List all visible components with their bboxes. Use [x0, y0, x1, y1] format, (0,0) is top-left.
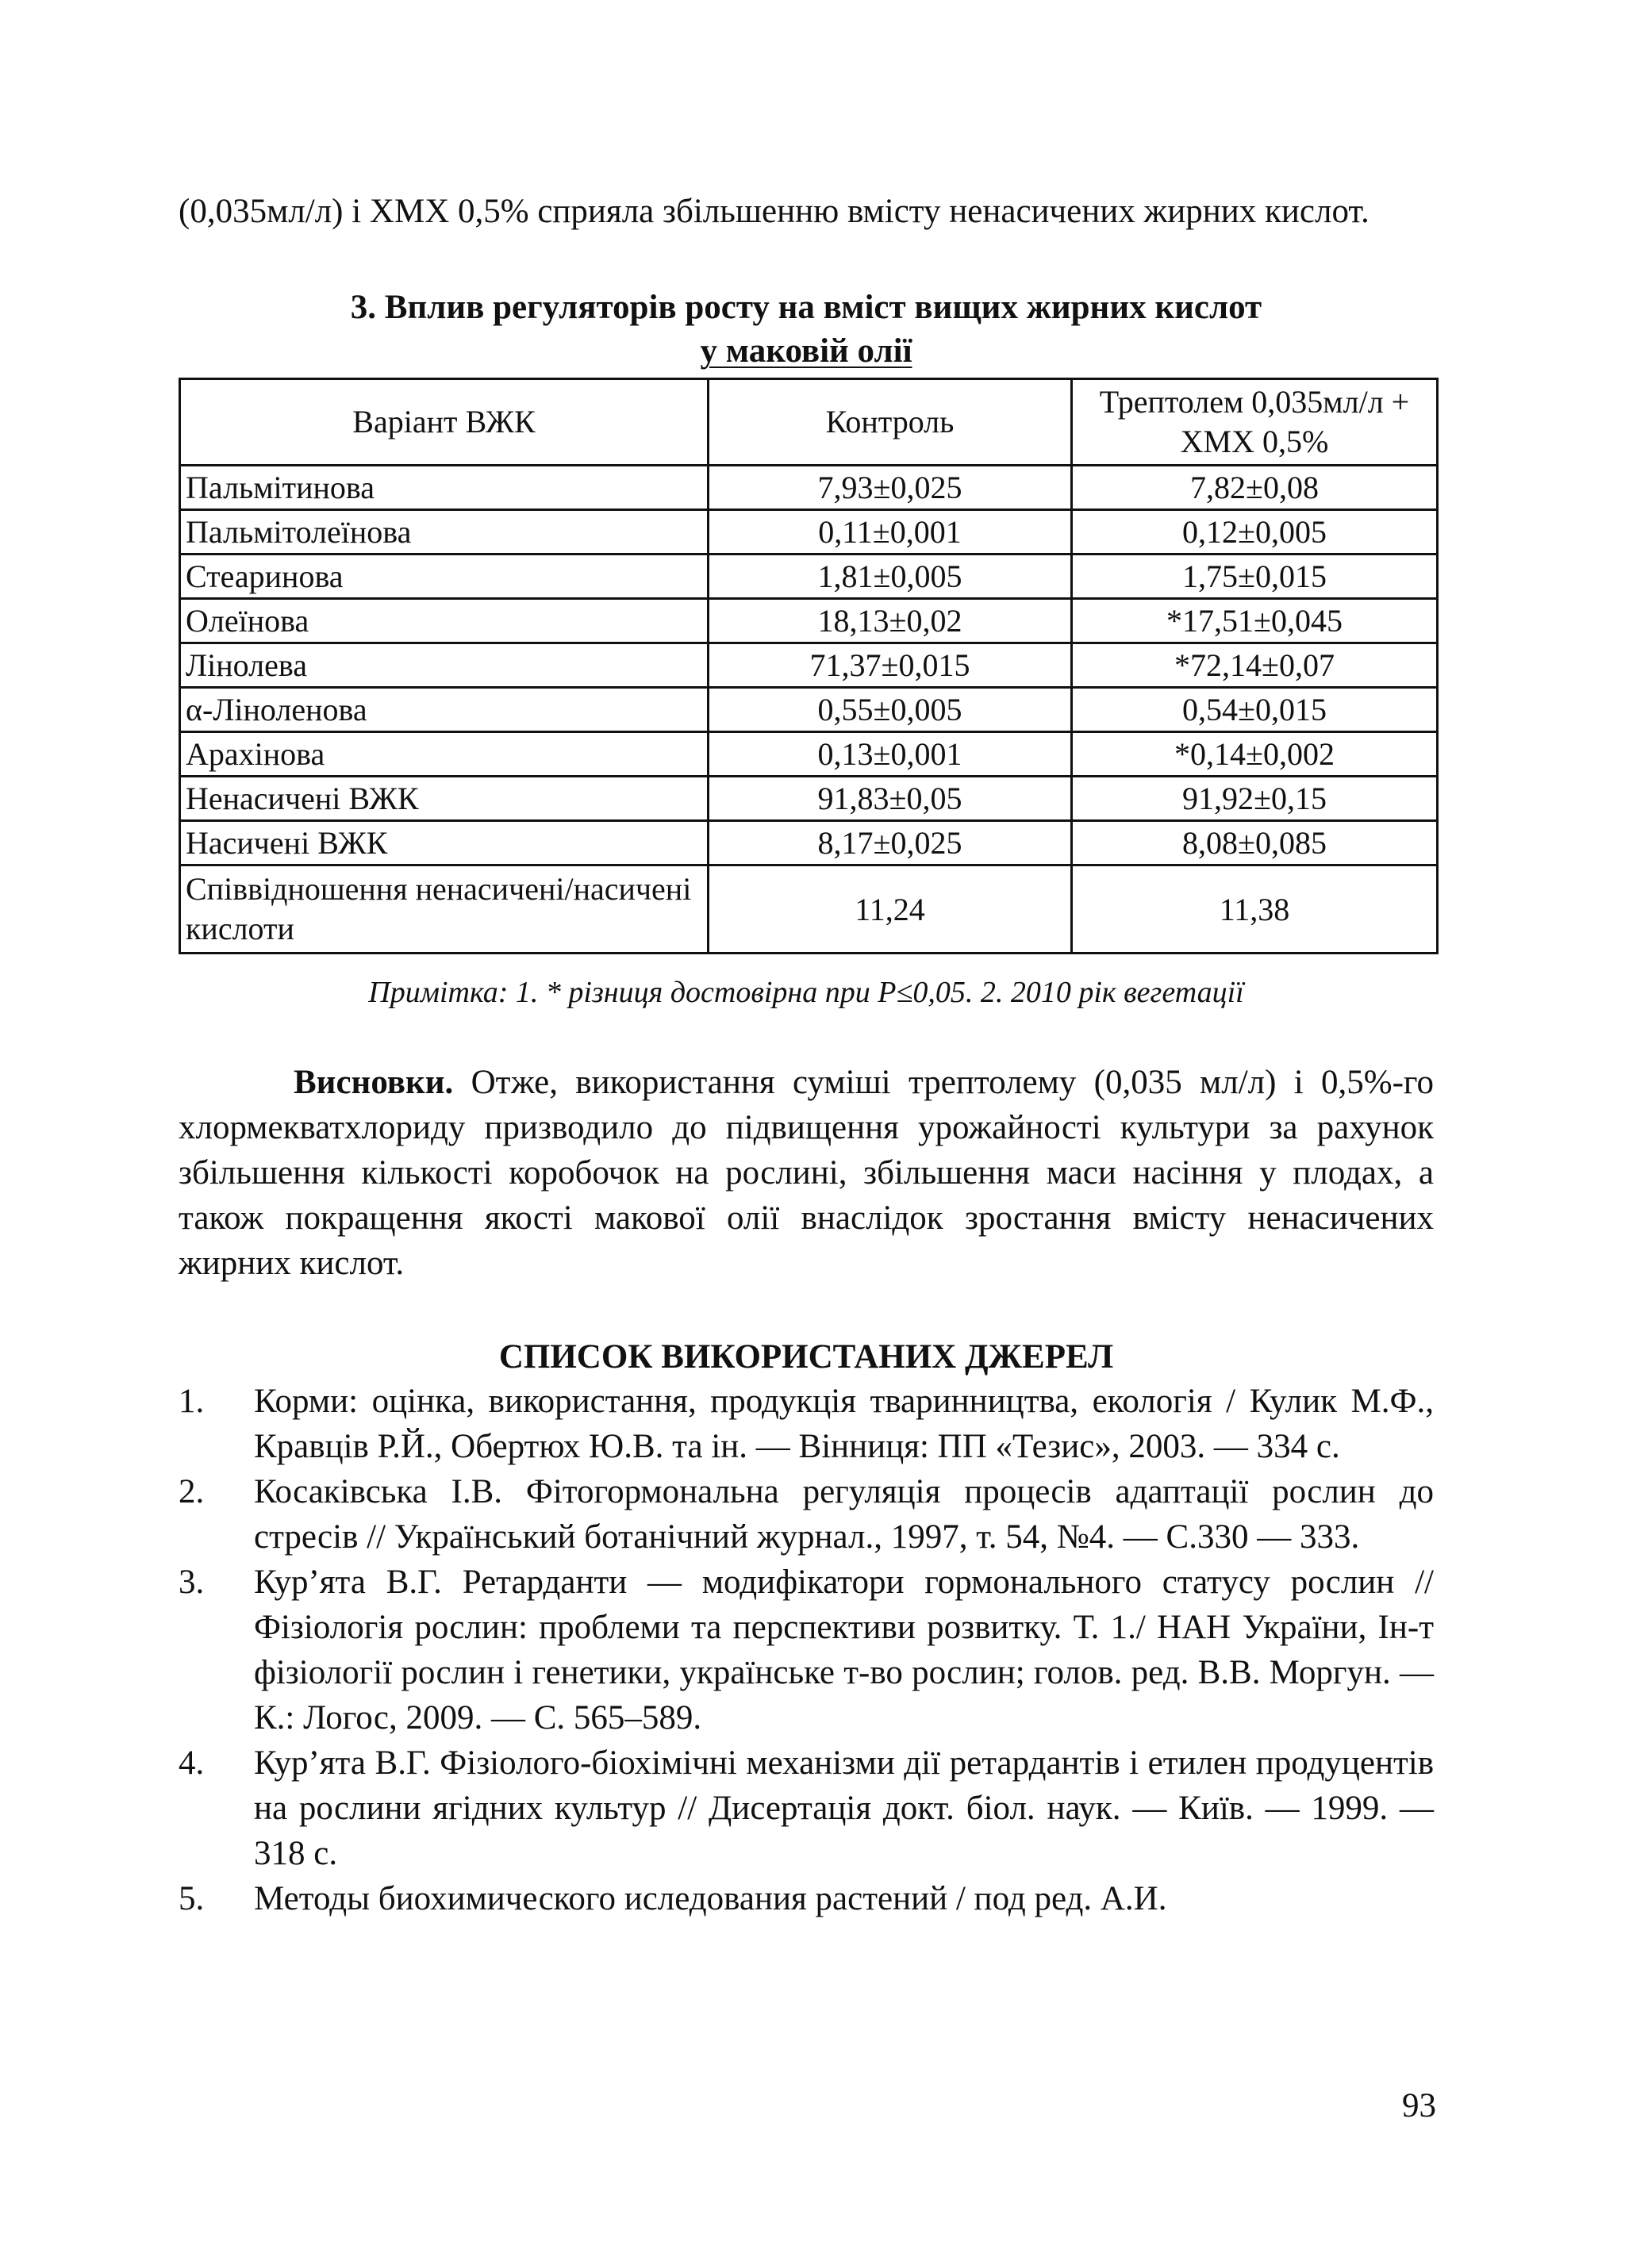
table-row: [180, 688, 1438, 732]
table-header-row: [180, 379, 1438, 466]
reference-item: [179, 1469, 1434, 1560]
table-row: [180, 599, 1438, 643]
treatment-value: 0,12±0,005: [1072, 510, 1438, 555]
references-title: СПИСОК ВИКОРИСТАНИХ ДЖЕРЕЛ: [498, 1338, 1114, 1376]
control-value: 18,13±0,02: [709, 599, 1072, 643]
reference-text: Корми: оцінка, використання, продукція тваринництва, екологія / Кулик М.Ф., Кравців Р.Й., Обертюх Ю.В. та ін. — Вінниця: ПП «Тезис», 2003. — 334 с.: [254, 1383, 1434, 1465]
reference-item: [179, 1560, 1434, 1740]
control-value: 7,93±0,025: [709, 466, 1072, 510]
control-value: 8,17±0,025: [709, 821, 1072, 865]
treatment-value: *72,14±0,07: [1072, 643, 1438, 688]
row-name: Співвідношення ненасичені/насичені кислоти: [180, 865, 709, 954]
reference-item: [179, 1876, 1434, 1921]
reference-item: [179, 1740, 1434, 1876]
treatment-value: *17,51±0,045: [1072, 599, 1438, 643]
control-value: 71,37±0,015: [709, 643, 1072, 688]
fatty-acids-table: [179, 378, 1439, 954]
row-name: Пальмітинова: [180, 466, 709, 510]
reference-number: 5.: [179, 1880, 205, 1917]
reference-text: Кур’ята В.Г. Ретарданти — модифікатори гормонального статусу рослин // Фізіологія рослин: проблеми та перспективи розвитку. Т. 1./ НАН України, Ін-т фізіології рослин і генетики, українське т-во рослин; голов. ред. В.В. Моргун. — К.: Логос, 2009. — С. 565–589.: [254, 1564, 1434, 1736]
table-row: [180, 777, 1438, 821]
reference-number: 1.: [179, 1383, 205, 1420]
table-row: [180, 555, 1438, 599]
table-title-line-2: у маковій олії: [700, 332, 912, 370]
table-title-line-1: 3. Вплив регуляторів росту на вміст вищих жирних кислот: [350, 289, 1262, 326]
table-row: [180, 510, 1438, 555]
reference-text: Методы биохимического иследования растений / под ред. А.И.: [254, 1880, 1167, 1917]
table-note: Примітка: 1. * різниця достовірна при Р≤0,05. 2. 2010 рік вегетації: [368, 976, 1244, 1009]
conclusions-paragraph: [179, 1060, 1434, 1286]
table-row: [180, 821, 1438, 865]
table-row: [180, 865, 1438, 954]
reference-item: [179, 1379, 1434, 1469]
reference-number: 3.: [179, 1564, 205, 1601]
row-name: Ненасичені ВЖК: [180, 777, 709, 821]
control-value: 0,13±0,001: [709, 732, 1072, 777]
page-number: 93: [1402, 2087, 1436, 2124]
table-title: [179, 286, 1434, 373]
conclusions-label: Висновки.: [294, 1064, 454, 1101]
treatment-value: 8,08±0,085: [1072, 821, 1438, 865]
reference-number: 2.: [179, 1473, 205, 1510]
table-row: [180, 732, 1438, 777]
treatment-value: *0,14±0,002: [1072, 732, 1438, 777]
treatment-value: 91,92±0,15: [1072, 777, 1438, 821]
reference-text: Косаківська І.В. Фітогормональна регуляція процесів адаптації рослин до стресів // Український ботанічний журнал., 1997, т. 54, №4. — С.330 — 333.: [254, 1473, 1434, 1556]
row-name: Стеаринова: [180, 555, 709, 599]
control-value: 0,11±0,001: [709, 510, 1072, 555]
row-name: Олеїнова: [180, 599, 709, 643]
reference-text: Кур’ята В.Г. Фізіолого-біохімічні механізми дії ретардантів і етилен продуцентів на рослини ягідних культур // Дисертація докт. біол. наук. — Київ. — 1999. — 318 с.: [254, 1744, 1434, 1872]
row-name: α-Ліноленова: [180, 688, 709, 732]
treatment-value: 11,38: [1072, 865, 1438, 954]
row-name: Насичені ВЖК: [180, 821, 709, 865]
row-name: Лінолева: [180, 643, 709, 688]
table-row: [180, 643, 1438, 688]
treatment-value: 1,75±0,015: [1072, 555, 1438, 599]
table-row: [180, 466, 1438, 510]
control-value: 11,24: [709, 865, 1072, 954]
treatment-value: 0,54±0,015: [1072, 688, 1438, 732]
row-name: Арахінова: [180, 732, 709, 777]
reference-number: 4.: [179, 1744, 205, 1782]
conclusions-text: Отже, використання суміші трептолему (0,035 мл/л) і 0,5%-го хлормекватхлориду призводило до підвищення урожайності культури за рахунок збільшення кількості коробочок на рослині, збільшення маси насіння у плодах, а також покращення якості макової олії внаслідок зростання вмісту ненасичених жирних кислот.: [179, 1064, 1434, 1282]
control-value: 0,55±0,005: [709, 688, 1072, 732]
control-value: 1,81±0,005: [709, 555, 1072, 599]
references-list: [179, 1379, 1434, 1921]
treatment-value: 7,82±0,08: [1072, 466, 1438, 510]
row-name: Пальмітолеїнова: [180, 510, 709, 555]
header-treatment: Трептолем 0,035мл/л + ХМХ 0,5%: [1072, 379, 1438, 466]
control-value: 91,83±0,05: [709, 777, 1072, 821]
header-variant: Варіант ВЖК: [180, 379, 709, 466]
intro-paragraph: (0,035мл/л) і ХМХ 0,5% сприяла збільшенню вмісту ненасичених жирних кислот.: [179, 193, 1370, 230]
header-control: Контроль: [709, 379, 1072, 466]
